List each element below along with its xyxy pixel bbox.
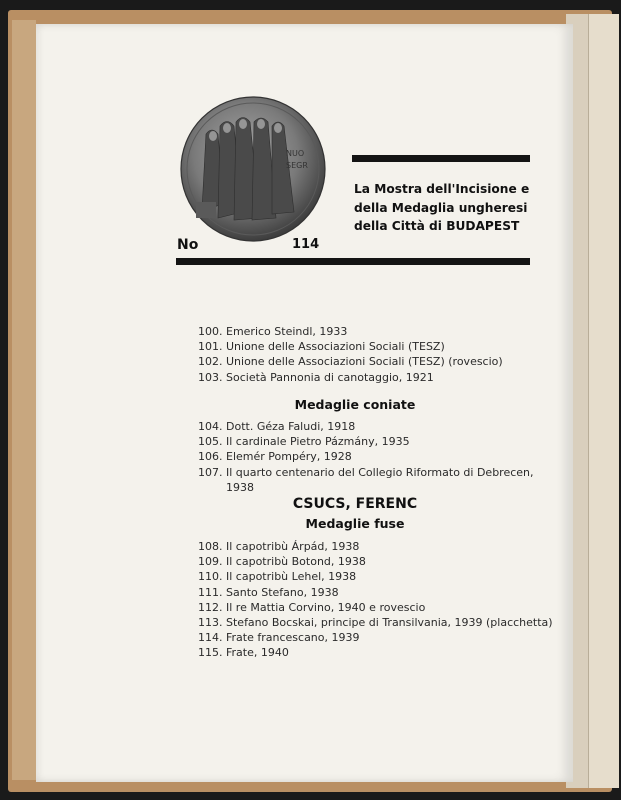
top-rule: [352, 155, 530, 162]
list-item: [198, 645, 553, 660]
list-item: [198, 615, 553, 630]
item-number: 107.: [198, 465, 223, 479]
item-text: Elemér Pompéry, 1928: [226, 450, 352, 464]
item-number: 106.: [198, 450, 223, 464]
title-line-3: della Città di BUDAPEST: [354, 219, 520, 233]
next-page-edge: [566, 14, 618, 788]
title-line-1: La Mostra dell'Incisione e: [354, 182, 530, 196]
item-text: Frate francescano, 1939: [226, 631, 360, 645]
list-item: [198, 449, 534, 464]
list-section-1: [198, 324, 503, 385]
title-line-2: della Medaglia ungheresi: [354, 200, 528, 215]
medal-inscription-1: NUO: [286, 149, 305, 158]
item-number: 104.: [198, 420, 223, 433]
item-text: Il capotribù Botond, 1938: [226, 555, 366, 569]
list-item: [198, 630, 553, 645]
item-number: 114.: [198, 631, 223, 645]
list-item: [198, 370, 503, 385]
list-item: [198, 324, 503, 339]
medal-inscription-2: SEGR: [286, 161, 308, 170]
item-text: Stefano Bocskai, principe di Transilvania, 1939 (placchetta): [226, 616, 553, 630]
list-item: [198, 339, 503, 354]
item-text: Emerico Steindl, 1933: [226, 325, 348, 338]
catalogue-number: 114: [292, 237, 320, 252]
item-number: 109.: [198, 555, 223, 569]
section-heading-fuse: Medaglie fuse: [305, 516, 405, 531]
item-text: Santo Stefano, 1938: [226, 585, 339, 599]
artist-name: CSUCS, FERENC: [292, 496, 418, 512]
item-number: 105.: [198, 435, 223, 449]
item-number: 110.: [198, 570, 223, 584]
item-text: Società Pannonia di canotaggio, 1921: [226, 370, 434, 384]
catalogue-number-label: No: [177, 237, 199, 253]
page-left-edge: [12, 20, 36, 780]
list-item: [198, 569, 553, 584]
item-number: 102.: [198, 355, 223, 369]
item-text: 1938: [226, 480, 254, 494]
list-item: [198, 539, 553, 554]
item-text: Il capotribù Lehel, 1938: [226, 570, 357, 584]
list-item: [198, 585, 553, 600]
item-number: 115.: [198, 646, 223, 660]
item-text: Unione delle Associazioni Sociali (TESZ) (rovescio): [226, 355, 503, 369]
item-number: 101.: [198, 340, 223, 354]
item-number: 111.: [198, 585, 223, 599]
item-text: Frate, 1940: [226, 646, 289, 660]
list-section-2: [198, 419, 534, 495]
list-item-continuation: [198, 480, 534, 495]
item-text: Il capotribù Árpád, 1938: [226, 540, 360, 553]
item-number: 103.: [198, 370, 223, 384]
section-heading-coniate: Medaglie coniate: [294, 397, 416, 412]
item-number: 113.: [198, 616, 223, 630]
bottom-rule: [176, 258, 530, 265]
list-item: [198, 465, 534, 480]
list-section-3: [198, 539, 553, 661]
list-item: [198, 419, 534, 434]
list-item: [198, 600, 553, 615]
item-number: 112.: [198, 600, 223, 614]
medal-image: [180, 96, 326, 242]
item-text: Dott. Géza Faludi, 1918: [226, 420, 356, 433]
item-text: Il cardinale Pietro Pázmány, 1935: [226, 435, 410, 449]
item-text: Il quarto centenario del Collegio Riformato di Debrecen,: [226, 465, 534, 479]
item-number: 100.: [198, 325, 223, 338]
list-item: [198, 354, 503, 369]
item-text: Unione delle Associazioni Sociali (TESZ): [226, 340, 445, 354]
catalogue-title: [354, 180, 544, 236]
list-item: [198, 554, 553, 569]
item-number: 108.: [198, 540, 223, 553]
list-item: [198, 434, 534, 449]
item-text: Il re Mattia Corvino, 1940 e rovescio: [226, 600, 426, 614]
